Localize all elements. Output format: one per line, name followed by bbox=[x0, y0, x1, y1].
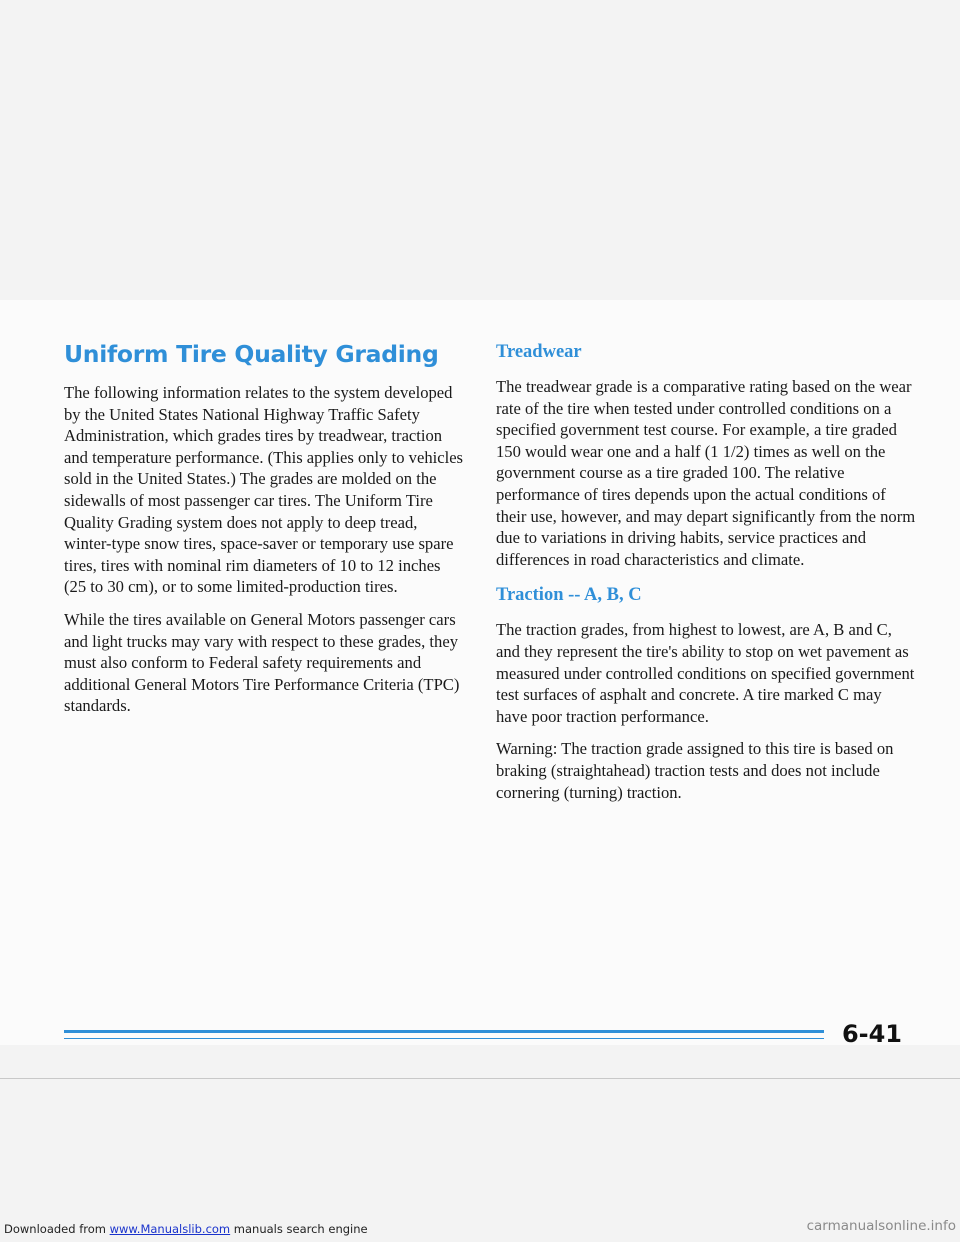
download-footer bbox=[4, 1222, 368, 1236]
rule-thick bbox=[64, 1030, 824, 1033]
traction-paragraph: The traction grades, from highest to lowest, are A, B and C, and they represent the tire's ability to stop on wet pavement as measured under controlled conditions on specified government test surfaces of asphalt and concrete. A tire marked C may have poor traction performance. bbox=[496, 620, 915, 726]
warning-paragraph: Warning: The traction grade assigned to this tire is based on braking (straightahead) traction tests and does not include cornering (turning) traction. bbox=[496, 739, 894, 802]
footer-prefix: Downloaded from bbox=[4, 1222, 110, 1236]
page-footer-rule bbox=[64, 1020, 912, 1060]
watermark: carmanualsonline.info bbox=[806, 1218, 956, 1234]
right-column bbox=[496, 340, 916, 814]
page-number: 6-41 bbox=[841, 1020, 902, 1048]
scan-edge-line bbox=[0, 1078, 960, 1079]
rule-thin bbox=[64, 1038, 824, 1039]
left-column bbox=[64, 340, 464, 728]
treadwear-paragraph: The treadwear grade is a comparative rating based on the wear rate of the tire when tested under controlled conditions on a specified government test course. For example, a tire graded 150 would wear one and a half (1 1/2) times as well on the government course as a tire graded 100. The relative performance of tires depends upon the actual conditions of their use, however, and may depart significantly from the norm due to variations in driving habits, service practices and differences in road characteristics and climate. bbox=[496, 377, 916, 569]
gm-paragraph: While the tires available on General Motors passenger cars and light trucks may vary with respect to these grades, they must also conform to Federal safety requirements and additional General Motors Tire Performance Criteria (TPC) standards. bbox=[64, 609, 460, 716]
footer-suffix: manuals search engine bbox=[230, 1222, 368, 1236]
traction-heading: Traction -- A, B, C bbox=[496, 585, 642, 606]
section-heading: Uniform Tire Quality Grading bbox=[64, 340, 439, 368]
treadwear-heading: Treadwear bbox=[496, 342, 582, 362]
intro-paragraph: The following information relates to the system developed by the United States National Highway Traffic Safety Administration, which grades tires by treadwear, traction and temperature performance. (This applies only to vehicles sold in the United States.) The grades are molded on the sidewalls of most passenger car tires. The Uniform Tire Quality Grading system does not apply to deep tread, winter-type snow tires, space-saver or temporary use spare tires, tires with nominal rim diameters of 10 to 12 inches (25 to 30 cm), or to some limited-production tires. bbox=[64, 383, 464, 597]
manualslib-link[interactable]: www.Manualslib.com bbox=[109, 1222, 231, 1236]
